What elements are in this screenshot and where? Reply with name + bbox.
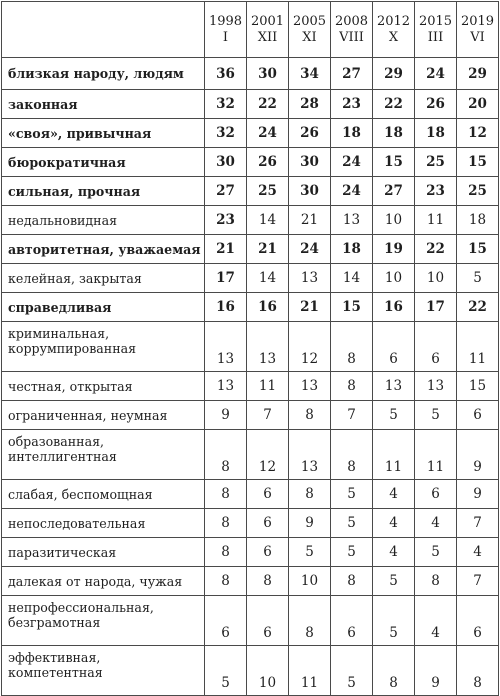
value-cell: 5 bbox=[415, 538, 457, 567]
value-cell: 7 bbox=[331, 401, 373, 430]
value-cell: 13 bbox=[331, 206, 373, 235]
header-row bbox=[2, 2, 499, 58]
value-cell: 18 bbox=[415, 119, 457, 148]
value-cell: 8 bbox=[289, 480, 331, 509]
value-cell: 6 bbox=[457, 401, 499, 430]
row-label-line: сильная, прочная bbox=[8, 183, 141, 199]
value-cell: 4 bbox=[373, 509, 415, 538]
row-label-line: недальновидная bbox=[8, 212, 118, 228]
table-row bbox=[2, 235, 499, 264]
value-cell: 5 bbox=[415, 401, 457, 430]
value-cell: 22 bbox=[457, 293, 499, 322]
row-label-line: бюрократичная bbox=[8, 154, 126, 170]
value-cell: 5 bbox=[373, 567, 415, 596]
value-cell: 9 bbox=[205, 401, 247, 430]
value-cell: 6 bbox=[247, 596, 289, 646]
value-cell: 23 bbox=[205, 206, 247, 235]
value-cell: 6 bbox=[373, 322, 415, 372]
row-label-line: паразитическая bbox=[8, 544, 117, 560]
value-cell: 10 bbox=[289, 567, 331, 596]
value-cell: 30 bbox=[289, 177, 331, 206]
table-row bbox=[2, 401, 499, 430]
value-cell: 8 bbox=[331, 372, 373, 401]
value-cell: 8 bbox=[457, 646, 499, 696]
value-cell: 13 bbox=[289, 430, 331, 480]
value-cell: 24 bbox=[331, 148, 373, 177]
value-cell: 15 bbox=[373, 148, 415, 177]
value-cell: 4 bbox=[457, 538, 499, 567]
row-label bbox=[2, 119, 205, 148]
survey-table bbox=[1, 1, 499, 696]
value-cell: 14 bbox=[331, 264, 373, 293]
value-cell: 23 bbox=[415, 177, 457, 206]
value-cell: 32 bbox=[205, 90, 247, 119]
table-row bbox=[2, 646, 499, 696]
header-corner-cell bbox=[2, 2, 205, 58]
value-cell: 24 bbox=[289, 235, 331, 264]
column-month: XII bbox=[257, 29, 278, 45]
value-cell: 13 bbox=[289, 264, 331, 293]
row-label-line: безграмотная bbox=[8, 615, 101, 630]
value-cell: 16 bbox=[205, 293, 247, 322]
row-label-line: «своя», привычная bbox=[8, 125, 152, 141]
value-cell: 15 bbox=[457, 235, 499, 264]
table-row bbox=[2, 567, 499, 596]
value-cell: 30 bbox=[289, 148, 331, 177]
value-cell: 11 bbox=[415, 430, 457, 480]
value-cell: 13 bbox=[415, 372, 457, 401]
column-year: 2001 bbox=[250, 13, 285, 29]
table-row bbox=[2, 264, 499, 293]
value-cell: 6 bbox=[415, 480, 457, 509]
value-cell: 22 bbox=[415, 235, 457, 264]
row-label bbox=[2, 235, 205, 264]
value-cell: 14 bbox=[247, 264, 289, 293]
value-cell: 15 bbox=[457, 372, 499, 401]
row-label-line: компетентная bbox=[8, 665, 103, 680]
value-cell: 5 bbox=[331, 538, 373, 567]
column-month: VI bbox=[470, 29, 485, 45]
row-label-line: криминальная, bbox=[8, 326, 110, 341]
value-cell: 8 bbox=[205, 480, 247, 509]
value-cell: 22 bbox=[247, 90, 289, 119]
row-label-line: ограниченная, неумная bbox=[8, 407, 168, 423]
value-cell: 5 bbox=[289, 538, 331, 567]
value-cell: 5 bbox=[331, 646, 373, 696]
value-cell: 16 bbox=[247, 293, 289, 322]
value-cell: 24 bbox=[331, 177, 373, 206]
value-cell: 8 bbox=[415, 567, 457, 596]
value-cell: 27 bbox=[373, 177, 415, 206]
value-cell: 16 bbox=[373, 293, 415, 322]
column-year: 2012 bbox=[376, 13, 411, 29]
value-cell: 11 bbox=[289, 646, 331, 696]
value-cell: 8 bbox=[205, 430, 247, 480]
value-cell: 7 bbox=[457, 509, 499, 538]
table-row bbox=[2, 538, 499, 567]
value-cell: 6 bbox=[247, 509, 289, 538]
value-cell: 8 bbox=[373, 646, 415, 696]
column-month: III bbox=[427, 29, 444, 45]
table-row bbox=[2, 148, 499, 177]
value-cell: 32 bbox=[205, 119, 247, 148]
value-cell: 26 bbox=[289, 119, 331, 148]
column-header bbox=[373, 2, 415, 58]
table-row bbox=[2, 372, 499, 401]
row-label-line: интеллигентная bbox=[8, 449, 117, 464]
table-row bbox=[2, 119, 499, 148]
table-row bbox=[2, 90, 499, 119]
value-cell: 8 bbox=[205, 567, 247, 596]
value-cell: 36 bbox=[205, 58, 247, 90]
value-cell: 7 bbox=[247, 401, 289, 430]
value-cell: 9 bbox=[457, 430, 499, 480]
value-cell: 11 bbox=[247, 372, 289, 401]
row-label-line: келейная, закрытая bbox=[8, 270, 142, 286]
value-cell: 23 bbox=[331, 90, 373, 119]
value-cell: 8 bbox=[247, 567, 289, 596]
value-cell: 8 bbox=[289, 596, 331, 646]
column-year: 2019 bbox=[460, 13, 495, 29]
row-label bbox=[2, 58, 205, 90]
table-row bbox=[2, 430, 499, 480]
row-label bbox=[2, 206, 205, 235]
value-cell: 30 bbox=[247, 58, 289, 90]
value-cell: 11 bbox=[373, 430, 415, 480]
value-cell: 11 bbox=[415, 206, 457, 235]
value-cell: 27 bbox=[331, 58, 373, 90]
value-cell: 10 bbox=[415, 264, 457, 293]
row-label-line: слабая, беспомощная bbox=[8, 486, 153, 502]
value-cell: 9 bbox=[289, 509, 331, 538]
row-label-line: законная bbox=[8, 96, 78, 112]
value-cell: 4 bbox=[415, 509, 457, 538]
value-cell: 12 bbox=[289, 322, 331, 372]
row-label-line: непрофессиональная, bbox=[8, 600, 154, 615]
value-cell: 18 bbox=[331, 235, 373, 264]
column-year: 1998 bbox=[208, 13, 243, 29]
row-label bbox=[2, 646, 205, 696]
column-month: X bbox=[388, 29, 399, 45]
row-label-line: справедливая bbox=[8, 299, 112, 315]
value-cell: 26 bbox=[247, 148, 289, 177]
value-cell: 25 bbox=[457, 177, 499, 206]
table-row bbox=[2, 177, 499, 206]
value-cell: 10 bbox=[373, 206, 415, 235]
value-cell: 18 bbox=[373, 119, 415, 148]
value-cell: 12 bbox=[457, 119, 499, 148]
value-cell: 4 bbox=[373, 538, 415, 567]
value-cell: 18 bbox=[457, 206, 499, 235]
value-cell: 6 bbox=[247, 538, 289, 567]
table-body bbox=[2, 58, 499, 696]
value-cell: 9 bbox=[457, 480, 499, 509]
value-cell: 6 bbox=[247, 480, 289, 509]
column-header bbox=[415, 2, 457, 58]
column-header bbox=[247, 2, 289, 58]
value-cell: 15 bbox=[457, 148, 499, 177]
value-cell: 18 bbox=[331, 119, 373, 148]
column-year: 2005 bbox=[292, 13, 327, 29]
value-cell: 29 bbox=[457, 58, 499, 90]
column-header bbox=[331, 2, 373, 58]
value-cell: 25 bbox=[415, 148, 457, 177]
value-cell: 5 bbox=[373, 401, 415, 430]
value-cell: 13 bbox=[247, 322, 289, 372]
column-month: XI bbox=[302, 29, 317, 45]
row-label-line: непоследовательная bbox=[8, 515, 146, 531]
row-label bbox=[2, 596, 205, 646]
value-cell: 22 bbox=[373, 90, 415, 119]
value-cell: 10 bbox=[247, 646, 289, 696]
row-label bbox=[2, 90, 205, 119]
value-cell: 5 bbox=[205, 646, 247, 696]
value-cell: 8 bbox=[205, 538, 247, 567]
table-row bbox=[2, 58, 499, 90]
column-year: 2008 bbox=[334, 13, 369, 29]
value-cell: 6 bbox=[205, 596, 247, 646]
value-cell: 24 bbox=[247, 119, 289, 148]
value-cell: 6 bbox=[415, 322, 457, 372]
row-label-line: далекая от народа, чужая bbox=[8, 573, 183, 589]
value-cell: 21 bbox=[247, 235, 289, 264]
row-label-line: авторитетная, уважаемая bbox=[8, 241, 201, 257]
value-cell: 13 bbox=[289, 372, 331, 401]
value-cell: 6 bbox=[457, 596, 499, 646]
row-label-line: коррумпированная bbox=[8, 341, 137, 356]
row-label-line: эффективная, bbox=[8, 650, 101, 665]
row-label bbox=[2, 567, 205, 596]
column-month: I bbox=[222, 29, 229, 45]
row-label-line: честная, открытая bbox=[8, 378, 133, 394]
value-cell: 17 bbox=[415, 293, 457, 322]
value-cell: 17 bbox=[205, 264, 247, 293]
value-cell: 4 bbox=[373, 480, 415, 509]
value-cell: 15 bbox=[331, 293, 373, 322]
value-cell: 8 bbox=[331, 567, 373, 596]
row-label bbox=[2, 264, 205, 293]
table-row bbox=[2, 293, 499, 322]
row-label-line: близкая народу, людям bbox=[8, 66, 184, 81]
table-row bbox=[2, 206, 499, 235]
table-row bbox=[2, 509, 499, 538]
value-cell: 10 bbox=[373, 264, 415, 293]
value-cell: 9 bbox=[415, 646, 457, 696]
value-cell: 13 bbox=[205, 372, 247, 401]
value-cell: 21 bbox=[205, 235, 247, 264]
value-cell: 6 bbox=[331, 596, 373, 646]
value-cell: 21 bbox=[289, 293, 331, 322]
value-cell: 24 bbox=[415, 58, 457, 90]
value-cell: 27 bbox=[205, 177, 247, 206]
row-label bbox=[2, 293, 205, 322]
row-label bbox=[2, 148, 205, 177]
value-cell: 5 bbox=[373, 596, 415, 646]
value-cell: 26 bbox=[415, 90, 457, 119]
row-label bbox=[2, 177, 205, 206]
value-cell: 28 bbox=[289, 90, 331, 119]
table-row bbox=[2, 480, 499, 509]
value-cell: 8 bbox=[331, 430, 373, 480]
value-cell: 25 bbox=[247, 177, 289, 206]
row-label bbox=[2, 401, 205, 430]
value-cell: 14 bbox=[247, 206, 289, 235]
row-label-line: образованная, bbox=[8, 434, 105, 449]
value-cell: 20 bbox=[457, 90, 499, 119]
value-cell: 5 bbox=[457, 264, 499, 293]
row-label bbox=[2, 509, 205, 538]
value-cell: 5 bbox=[331, 509, 373, 538]
column-header bbox=[289, 2, 331, 58]
column-year: 2015 bbox=[418, 13, 453, 29]
value-cell: 11 bbox=[457, 322, 499, 372]
value-cell: 8 bbox=[205, 509, 247, 538]
value-cell: 13 bbox=[205, 322, 247, 372]
value-cell: 13 bbox=[373, 372, 415, 401]
row-label bbox=[2, 322, 205, 372]
row-label bbox=[2, 372, 205, 401]
value-cell: 30 bbox=[205, 148, 247, 177]
value-cell: 8 bbox=[331, 322, 373, 372]
value-cell: 21 bbox=[289, 206, 331, 235]
table-row bbox=[2, 322, 499, 372]
row-label bbox=[2, 430, 205, 480]
table-container bbox=[1, 1, 499, 696]
value-cell: 34 bbox=[289, 58, 331, 90]
value-cell: 19 bbox=[373, 235, 415, 264]
row-label bbox=[2, 480, 205, 509]
row-label bbox=[2, 538, 205, 567]
value-cell: 8 bbox=[289, 401, 331, 430]
column-month: VIII bbox=[339, 29, 364, 45]
table-row bbox=[2, 596, 499, 646]
value-cell: 5 bbox=[331, 480, 373, 509]
value-cell: 12 bbox=[247, 430, 289, 480]
column-header bbox=[205, 2, 247, 58]
value-cell: 7 bbox=[457, 567, 499, 596]
value-cell: 29 bbox=[373, 58, 415, 90]
column-header bbox=[457, 2, 499, 58]
value-cell: 4 bbox=[415, 596, 457, 646]
